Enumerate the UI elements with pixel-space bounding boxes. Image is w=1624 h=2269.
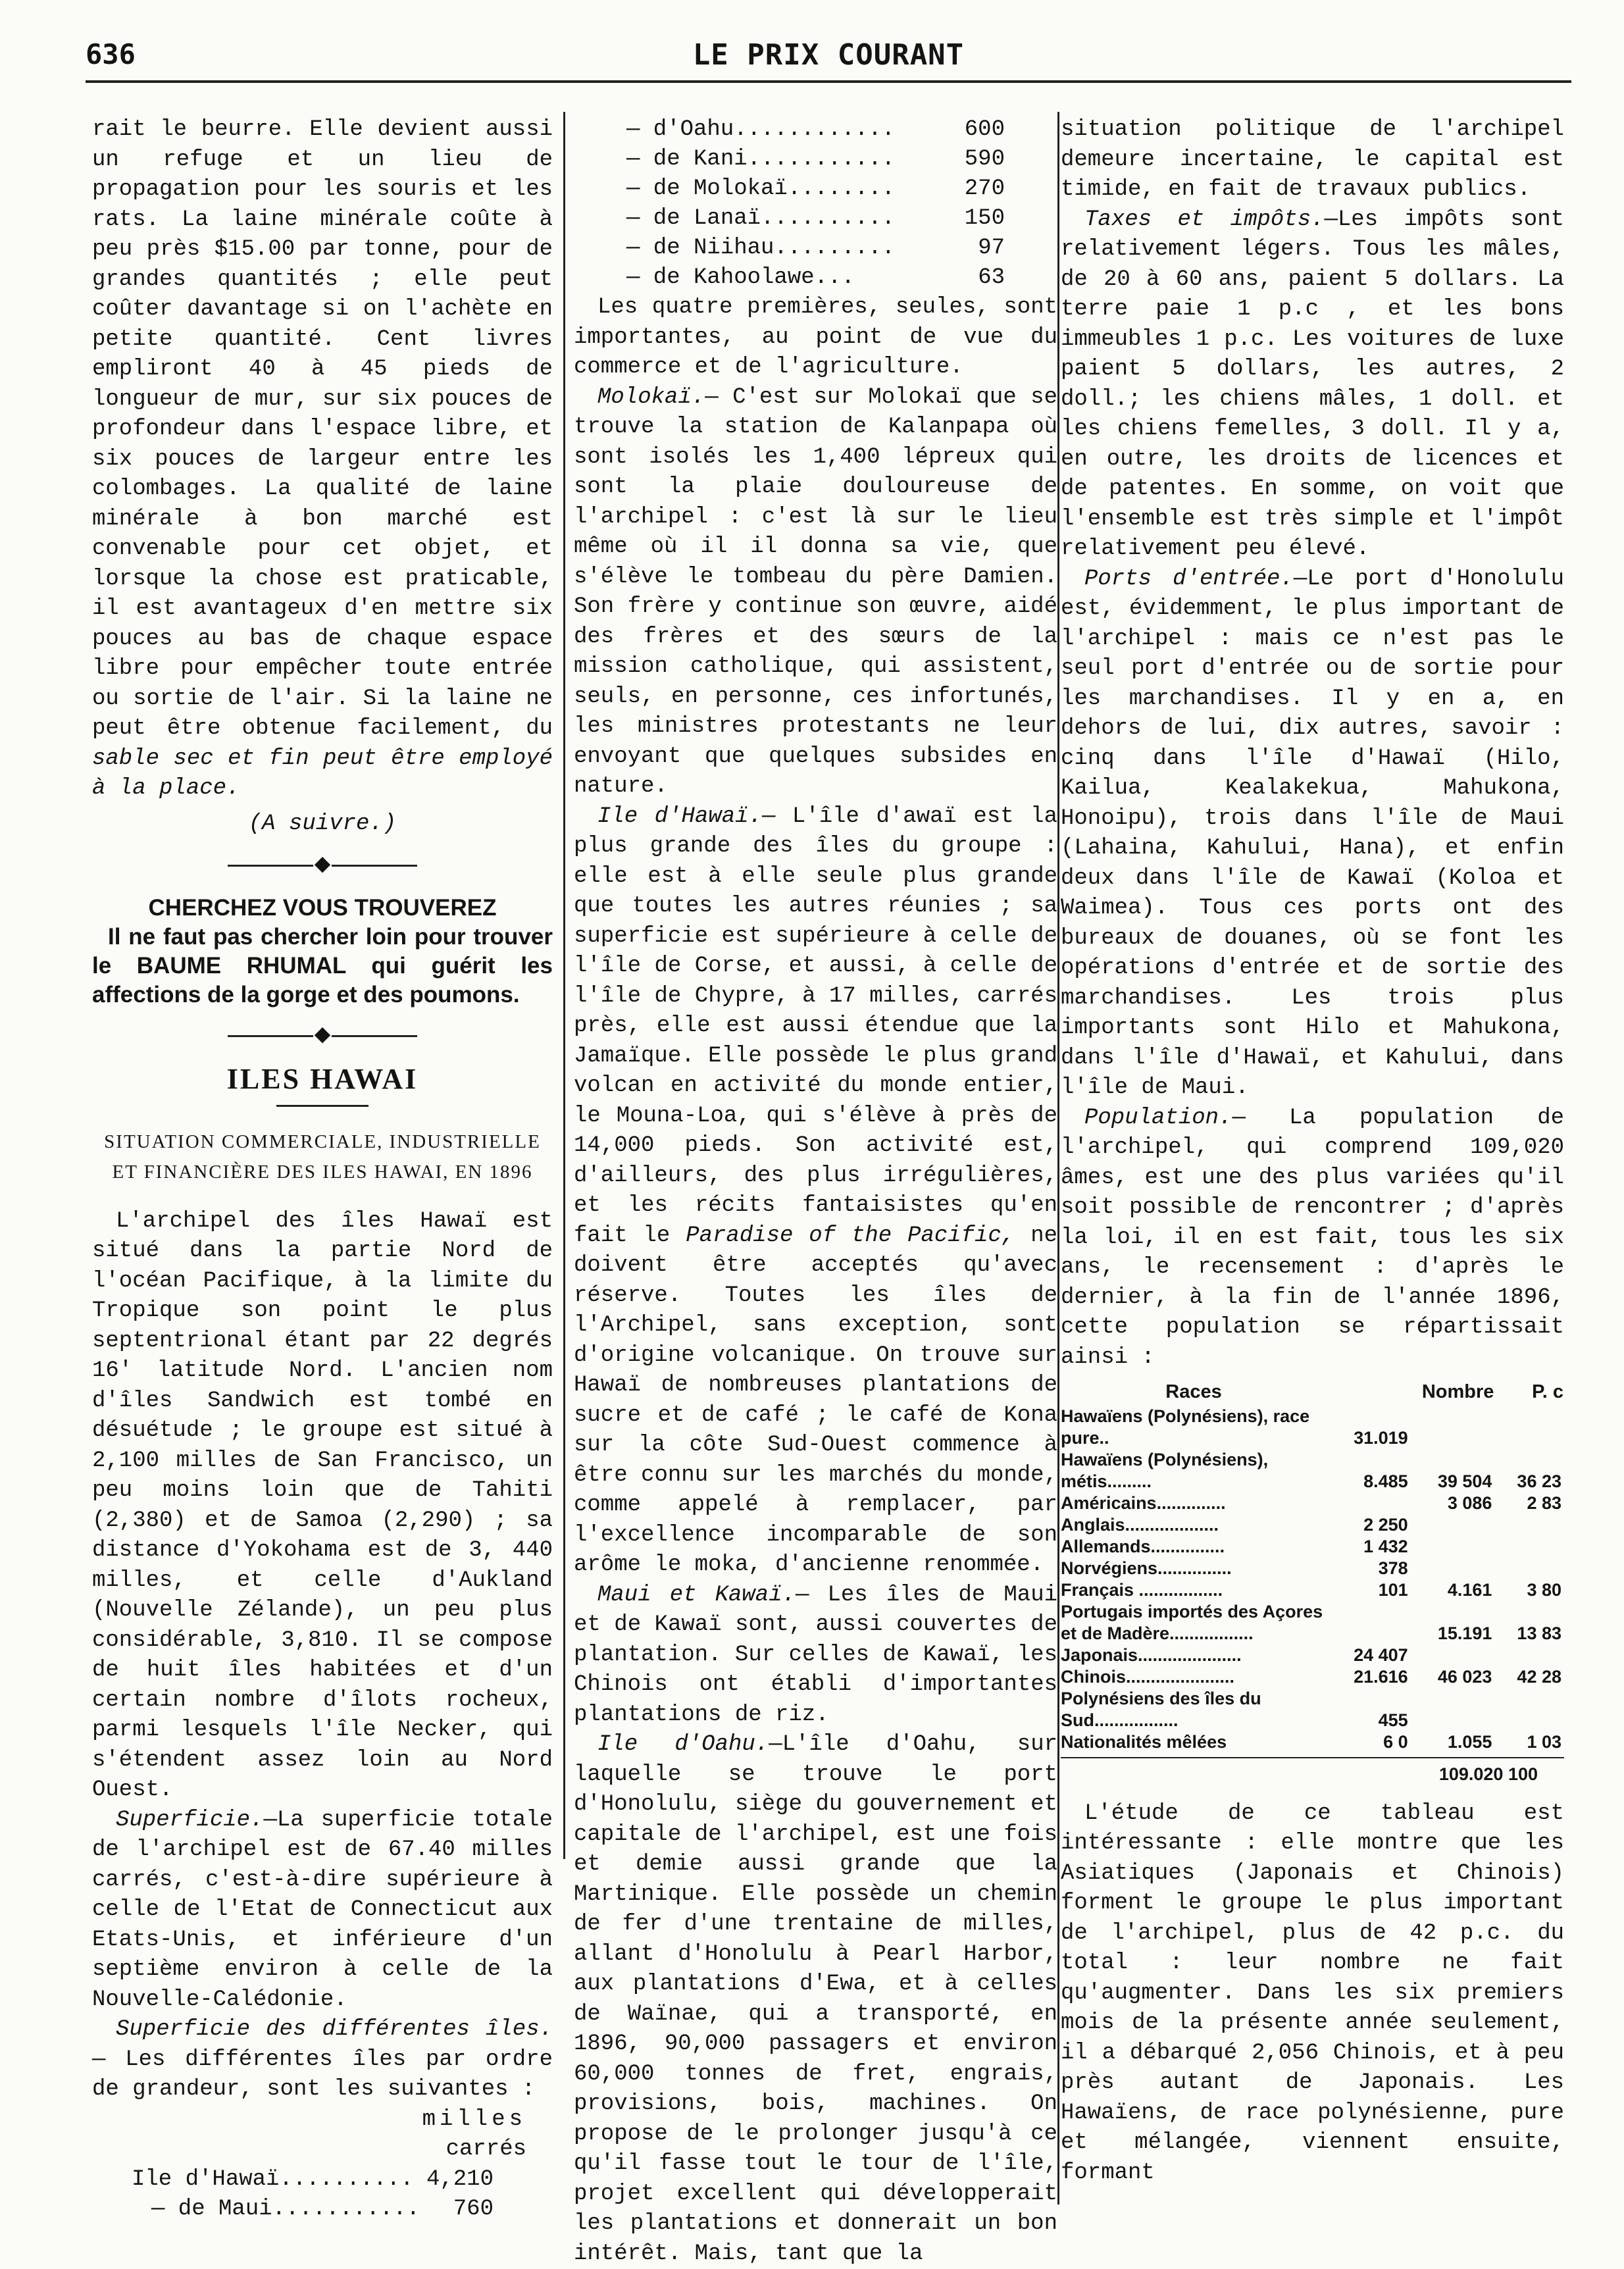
paragraph-italic: sable sec et fin peut être employé à la place. [92,746,553,801]
cell-subtotal: 39 504 [1437,1471,1492,1491]
table-row [1061,1536,1564,1558]
island-area: 97 [978,236,1005,261]
article-paragraph: L'archipel des îles Hawaï est situé dans la partie Nord de l'océan Pacifique, à la limite du Tropique son point le plus septentrional étant par 22 degrés 16' latitude Nord. L'ancien nom d'îles Sandwich est tombé en désuétude ; le groupe est situé à 2,100 milles de San Francisco, un peu moins loin que de Tahiti (2,380) et de Samoa (2,290) ; sa distance d'Yokohama est de 3, 440 milles, et celle d'Aukland (Nouvelle Zélande), un peu plus considérable, 3,810. Il se compose de huit îles habitées et d'un certain nombre d'îlots rocheux, parmi lesquels l'île Necker, qui s'étendent assez loin au Nord Ouest. [92,1208,553,1803]
article-paragraph [92,1806,553,2016]
paragraph-text: — C'est sur Molokaï que se trouve la station de Kalanpapa où sont isolés les 1,400 lépreux qui sont la plaie douloureuse de l'archipel : c'est là sur le lieu même où il il donna sa vie, que s'élève le tombeau du père Damien. Son frère y continue son œuvre, aidé des frères et des sœurs de la mission catholique, qui assistent, seuls, en personne, ces infortunés, les ministres protestants ne leur envoyant que quelques subsides en nature. [574,384,1057,799]
article-paragraph [1061,205,1564,565]
cell-subtotal [1411,1558,1495,1579]
cell-count: 2 250 [1363,1515,1408,1535]
table-row [574,145,1057,174]
paragraph-text: —L'île d'Oahu, sur laquelle se trouve le port d'Honolulu, siège du gouvernement et capitale de l'archipel, est une fois et demie aussi grande que la Martinique. Elle possède un chemin de fer d'une trentaine de milles, allant d'Honolulu à Pearl Harbor, aux plantations d'Ewa, et à celles de Waïnae, qui a transporté, en 1896, 90,000 passagers et environ 60,000 tonnes de fret, engrais, provisions, bois, machines. On propose de le prolonger jusqu'à ce qu'il fasse tout le tour de l'île, projet excellent qui développerait les plantations et donnerait un bon intérêt. Mais, tant que la [574,1732,1057,2266]
cell-subtotal [1411,1644,1495,1666]
island-name: — de Niihau......... [626,236,896,261]
race-name: Nationalités mêlées [1061,1732,1227,1752]
table-row [1061,1406,1564,1449]
paragraph-text: rait le beurre. Elle devient aussi un refuge et un lieu de propagation pour les souris et les rats. La laine minérale coûte à peu près $15.00 par tonne, pour de grandes quantités ; elle peut coûter davantage si on l'achète en petite quantité. Cent livres empliront 40 à 45 pieds de longueur de mur, sur six pouces de profondeur dans l'espace libre, et six pouces de largeur entre les colombages. La qualité de laine minérale à bon marché est convenable pour cet objet, et lorsque la chose est praticable, il est avantageux d'en mettre six pouces au bas de chaque espace libre pour empêcher toute entrée ou sortie de l'air. Si la laine ne peut être obtenue facilement, du [92,117,553,741]
cell-percent [1494,1558,1564,1579]
table-row [1061,1579,1564,1601]
paragraph-text: — La population de l'archipel, qui comprend 109,020 âmes, est une des plus variées qu'il soit possible de rencontrer ; d'après la loi, il en est fait, tous les six ans, le recensement : d'après le dernier, à la fin de l'année 1896, cette population se répartissait ainsi : [1061,1105,1564,1370]
ad-title: CHERCHEZ VOUS TROUVEREZ [148,895,497,921]
column-header: P. c [1532,1381,1563,1402]
island-area: 150 [964,206,1005,231]
cell-percent: 3 80 [1527,1580,1561,1600]
cell-subtotal [1411,1406,1495,1449]
race-name: Allemands............... [1061,1537,1225,1556]
cell-count [1327,1601,1411,1644]
table-row [1061,1644,1564,1666]
island-area: 4,210 [426,2166,494,2192]
paragraph-text: — L'île d'awaï est la plus grande des îles du groupe : elle est à elle seule plus grande que toutes les autres réunies ; sa superficie est supérieure à celle de l'île de Corse, et aussi, à celle de l'île de Chypre, à 17 milles, carrés près, elle est aussi étendue que la Jamaïque. Elle possède le plus grand volcan en activité du monde entier, le Mouna-Loa, qui s'élève à près de 14,000 pieds. Son activité est, d'ailleurs, des plus irrégulières, et les récits fantaisistes qu'en fait le [574,803,1057,1248]
paragraph-text: — Les îles de Maui et de Kawaï sont, aussi couvertes de plantation. Sur celles de Kawaï, les Chinois ont établi d'importantes plantations de riz. [574,1582,1057,1727]
cell-percent: 2 83 [1527,1493,1561,1513]
page-header [86,38,1571,78]
race-name: Polynésiens des îles du Sud................. [1061,1689,1261,1730]
cell-count: 378 [1378,1558,1408,1578]
article-paragraph [574,383,1057,802]
island-area: 760 [453,2196,494,2222]
race-name: Français ................. [1061,1580,1223,1600]
column-divider-1 [563,112,565,1859]
island-name: — de Molokaï........ [626,176,896,201]
cell-count [1327,1492,1411,1514]
table-header-row [1061,1381,1564,1406]
column-header: Races [1165,1381,1222,1402]
paragraph-text: —La superficie totale de l'archipel est de 67.40 milles carrés, c'est-à-dire supérieure à celle de l'Etat de Connecticut aux Etats-Unis, et inférieure d'un septième environ à celle de la Nouvelle-Calédonie. [92,1807,553,2012]
paragraph-label: Maui et Kawaï. [597,1582,796,1608]
race-name: Norvégiens............... [1061,1558,1232,1578]
paragraph-label: Superficie. [116,1807,264,1833]
paragraph-label: Ile d'Hawaï. [597,803,762,829]
table-row [1061,1558,1564,1579]
article-paragraph: Les quatre premières, seules, sont importantes, au point de vue du commerce et de l'agriculture. [574,295,1057,380]
to-be-continued: (A suivre.) [248,811,397,836]
paragraph-label: Ports d'entrée. [1084,566,1294,592]
cell-subtotal [1411,1688,1495,1731]
table-row [574,174,1057,204]
paragraph-label: Superficie des différentes îles. [116,2017,553,2043]
cell-subtotal: 4.161 [1447,1580,1492,1600]
table-row [1061,1449,1564,1492]
cell-subtotal: 3 086 [1447,1493,1492,1513]
cell-count: 6 0 [1383,1732,1408,1752]
cell-count: 8.485 [1363,1471,1408,1491]
table-row [92,2195,553,2224]
cell-percent: 1 03 [1527,1732,1561,1752]
publication-title: LE PRIX COURANT [692,38,965,72]
paragraph-text: —Les impôts sont relativement légers. Tous les mâles, de 20 à 60 ans, paient 5 dollars. La terre paie 1 p.c , et les bons immeubles 1 p.c. Les voitures de luxe paient 5 dollars, les autres, 2 doll.; les chiens mâles, 1 doll. et les chiens femelles, 3 doll. Il y a, en outre, les droits de licences et de patentes. En somme, on voit que l'ensemble est très simple et l'impôt relativement peu élevé. [1061,207,1564,561]
cell-subtotal [1411,1514,1495,1536]
table-row [574,115,1057,145]
population-table [1061,1381,1564,1753]
column-1 [92,115,553,2224]
page-number: 636 [86,38,136,70]
cell-subtotal [1411,1536,1495,1558]
islands-table-continued [574,115,1057,293]
units-label: carrés [445,2137,526,2162]
race-name: Hawaïens (Polynésiens), race pure.. [1061,1406,1310,1448]
paragraph-text: — Les différentes îles par ordre de grandeur, sont les suivantes : [92,2047,553,2103]
table-row [1061,1731,1564,1753]
island-name: Ile d'Hawaï.......... [132,2166,414,2192]
race-name: Hawaïens (Polynésiens), métis......... [1061,1450,1269,1491]
article-paragraph [574,1581,1057,1731]
cell-count: 455 [1378,1710,1408,1730]
cell-count: 101 [1378,1580,1408,1600]
table-row [92,2165,553,2195]
article-paragraph [1061,1104,1564,1373]
island-area: 63 [978,265,1005,290]
column-divider-2 [1057,112,1059,2205]
cell-percent [1494,1406,1564,1449]
race-name: Chinois...................... [1061,1667,1235,1687]
table-row [1061,1492,1564,1514]
island-name: — de Kani........... [626,147,896,172]
article-paragraph: situation politique de l'archipel demeure incertaine, le capital est timide, en fait de travaux publics. [1061,117,1564,202]
article-paragraph [574,1730,1057,2269]
cell-percent: 36 23 [1517,1471,1561,1491]
separator: ◆ [92,851,553,882]
cell-percent [1494,1514,1564,1536]
title-rule [276,1105,368,1107]
cell-count: 21.616 [1354,1667,1408,1687]
race-name: Anglais................... [1061,1515,1219,1535]
islands-table [92,2165,553,2224]
cell-subtotal: 15.191 [1437,1623,1492,1643]
cell-percent [1494,1536,1564,1558]
island-name: — d'Oahu............ [626,117,896,142]
units-label: milles [422,2106,526,2132]
cell-count: 1 432 [1363,1537,1408,1556]
article-paragraph [92,115,553,804]
cell-count: 24 407 [1354,1645,1408,1665]
table-row [1061,1514,1564,1536]
cell-subtotal: 1.055 [1447,1732,1492,1752]
paragraph-label: Molokaï. [597,384,705,410]
table-row [574,204,1057,234]
article-paragraph: L'étude de ce tableau est intéressante : elle montre que les Asiatiques (Japonais et Chinois) forment le groupe le plus important de l'archipel, plus de 42 p.c. du total : leur nombre ne fait qu'augmenter. Dans les six premiers mois de la présente année seulement, il a débarqué 2,056 Chinois, et à peu près autant de Japonais. Les Hawaïens, de race polynésienne, pure et mélangée, viennent ensuite, formant [1061,1800,1564,2185]
table-row [1061,1666,1564,1688]
section-title: ILES HAWAI [226,1063,419,1096]
island-area: 590 [964,147,1005,172]
island-name: — de Kahoolawe... [626,265,855,290]
ad-text: Il ne faut pas chercher loin pour trouver le BAUME RHUMAL qui guérit les affections de la gorge et des poumons. [92,924,553,1008]
column-2 [574,115,1057,2269]
island-area: 600 [964,117,1005,142]
table-total: 109.020 100 [1061,1757,1564,1790]
separator: ◆ [92,1021,553,1052]
section-subtitle: SITUATION COMMERCIALE, INDUSTRIELLE ET FINANCIÈRE DES ILES HAWAI, EN 1896 [104,1131,541,1183]
race-name: Japonais..................... [1061,1645,1242,1665]
race-name: Américains.............. [1061,1493,1226,1513]
island-name: — de Lanaï.......... [626,206,896,231]
paragraph-label: Taxes et impôts. [1084,207,1325,232]
table-row [574,234,1057,263]
paragraph-text: ne doivent être acceptés qu'avec réserve. Toutes les îles de l'Archipel, sans exception, sont d'origine volcanique. On trouve sur Hawaï de nombreuses plantations de sucre et de café ; le café de Kona sur la côte Sud-Ouest commence à être connu sur les marchés du monde, comme appelé à remplacer, par l'excellence incomparable de son arôme le moka, d'ancienne renommée. [574,1223,1058,1577]
paragraph-italic: Paradise of the Pacific, [686,1223,1015,1248]
cell-percent: 13 83 [1517,1623,1561,1643]
column-3 [1061,115,1564,2188]
cell-percent [1494,1644,1564,1666]
cell-subtotal: 46 023 [1437,1667,1492,1687]
header-rule [86,80,1571,83]
column-header: Nombre [1421,1381,1494,1402]
island-name: — de Maui........... [151,2196,420,2222]
table-row [1061,1601,1564,1644]
race-name: Portugais importés des Açores et de Madère................. [1061,1602,1323,1643]
article-paragraph [92,2015,553,2105]
paragraph-text: —Le port d'Honolulu est, évidemment, le plus important de l'archipel : mais ce n'est pas le seul port d'entrée ou de sortie pour les marchandises. Il y en a, en dehors de lui, dix autres, savoir : cinq dans l'île d'Hawaï (Hilo, Kailua, Kealakekua, Mahukona, Honoipu), trois dans l'île de Maui (Lahaina, Kahului, Hana), et enfin deux dans l'île de Kawaï (Koloa et Waimea). Tous ces ports ont des bureaux de douanes, où se font les opérations d'entrée et de sortie des marchandises. Les trois plus importants sont Hilo et Mahukona, dans l'île d'Hawaï, et Kahului, dans l'île de Maui. [1061,566,1564,1100]
paragraph-label: Population. [1084,1105,1232,1131]
cell-count: 31.019 [1354,1428,1408,1448]
cell-percent [1494,1688,1564,1731]
article-paragraph [1061,565,1564,1104]
cell-percent: 42 28 [1517,1667,1561,1687]
table-row [1061,1688,1564,1731]
island-area: 270 [964,176,1005,201]
paragraph-label: Ile d'Oahu. [597,1732,769,1757]
table-row [574,263,1057,293]
article-paragraph [574,802,1057,1581]
